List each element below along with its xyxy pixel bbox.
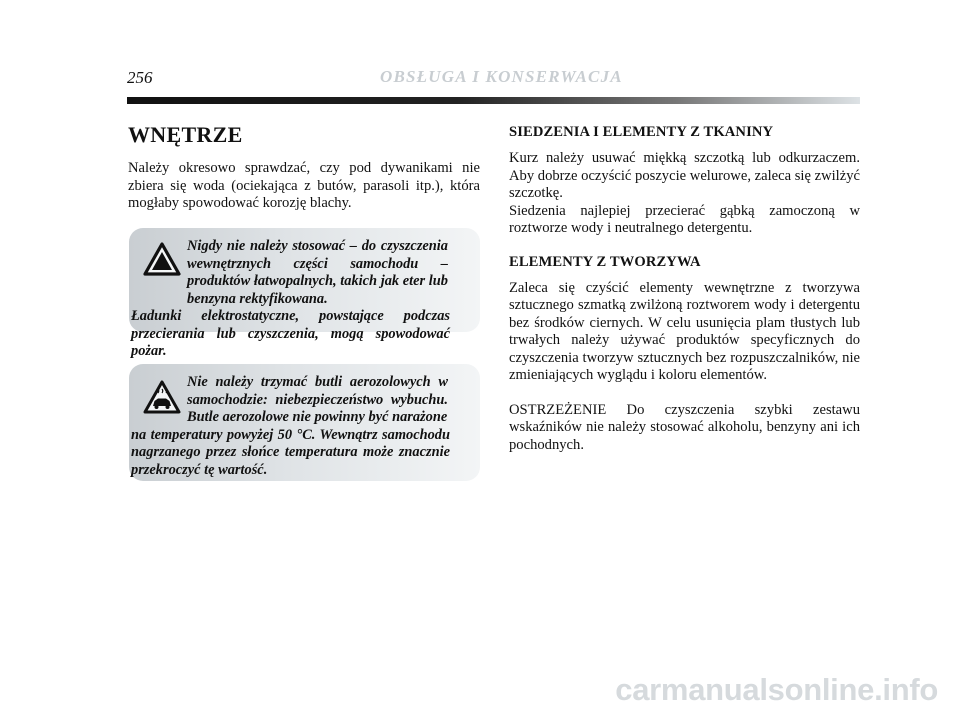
seats-paragraph-1: Kurz należy usuwać miękką szczotką lub odkurzaczem. Aby dobrze oczyścić poszycie welurowe, zaleca się zwilżyć szczotkę. [509, 150, 860, 201]
warning-box-flammable [129, 228, 480, 359]
page-number: 256 [127, 68, 153, 87]
warning-text-full: Ładunki elektrostatyczne, powstające podczas przecierania lub czyszczenia, mogą spowodować pożar. [131, 308, 450, 359]
section-header: OBSŁUGA I KONSERWACJA [380, 67, 623, 86]
right-column [509, 124, 860, 454]
caution-paragraph: OSTRZEŻENIE Do czyszczenia szybki zestawu wskaźników nie należy stosować alkoholu, benzyny ani ich pochodnych. [509, 401, 860, 453]
warning-text-indented: Nie należy trzymać butli aerozolowych w samochodzie: niebezpieczeństwo wybuchu. Butle aerozolowe nie powinny być narażone [187, 374, 448, 425]
warning-text-full: na temperatury powyżej 50 °C. Wewnątrz samochodu nagrzanego przez słońce temperatura może znacznie przekroczyć tę wartość. [131, 426, 450, 478]
page-title: WNĘTRZE [128, 122, 243, 147]
left-column [128, 122, 480, 213]
watermark: carmanualsonline.info [615, 672, 938, 707]
plastics-paragraph: Zaleca się czyścić elementy wewnętrzne z tworzywa sztucznego szmatką zwilżoną roztworem wody i detergentu bez środków ciernych. W celu usunięcia plam tłustych lub trwałych należy używać produktów specyficznych do czyszczenia tworzyw sztucznych bez rozpuszczalników, nie zmieniających wyglądu i koloru elementów. [509, 279, 860, 383]
seats-paragraph-2: Siedzenia najlepiej przecierać gąbką zamoczoną w roztworze wody i neutralnego detergentu. [509, 202, 860, 236]
intro-paragraph: Należy okresowo sprawdzać, czy pod dywanikami nie zbiera się woda (ociekająca z butów, parasoli itp.), która mogłaby spowodować korozję blachy. [128, 160, 480, 211]
header-rule [127, 97, 860, 104]
warning-box-aerosol [129, 364, 480, 481]
section-title-seats: SIEDZENIA I ELEMENTY Z TKANINY [509, 124, 774, 140]
section-title-plastics: ELEMENTY Z TWORZYWA [509, 253, 701, 270]
warning-text-indented: Nigdy nie należy stosować – do czyszczenia wewnętrznych części samochodu – produktów łatwopalnych, takich jak eter lub benzyna rektyfikowana. [187, 238, 448, 307]
